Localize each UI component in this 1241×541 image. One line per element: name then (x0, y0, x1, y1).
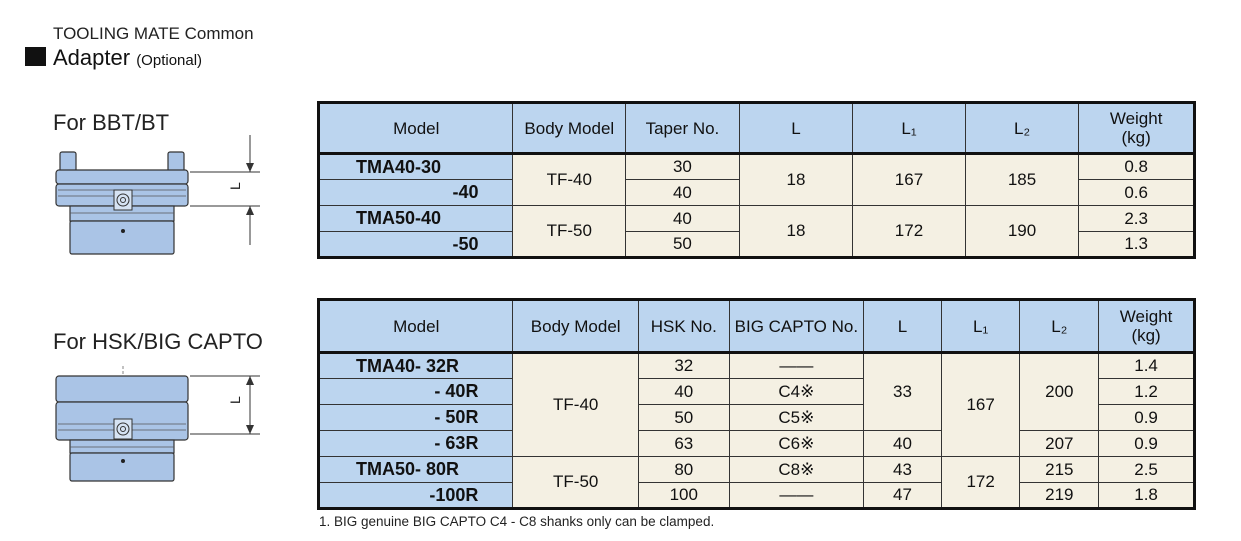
l1-cell: 167 (853, 154, 966, 206)
bbt-spec-table (317, 101, 1196, 259)
section-label-hsk: For HSK/BIG CAPTO (53, 329, 263, 354)
body-model-cell: TF-40 (513, 154, 626, 206)
l-cell: 43 (864, 457, 942, 483)
col-body-model: Body Model (513, 103, 626, 154)
hsk-shank (70, 453, 174, 481)
title-text: Adapter (53, 45, 131, 70)
weight-cell: 0.8 (1079, 154, 1195, 180)
dimension-label-l: L (227, 182, 243, 190)
col-taper-no: Taper No. (626, 103, 740, 154)
model-cell: -100R (319, 483, 513, 509)
taper-cell: 40 (626, 206, 740, 232)
footnote: 1. BIG genuine BIG CAPTO C4 - C8 shanks only can be clamped. (319, 514, 715, 529)
l-cell: 47 (864, 483, 942, 509)
col-big-capto-no: BIG CAPTO No. (729, 300, 864, 353)
capto-cell: C8※ (729, 457, 864, 483)
hsk-spec-table (317, 298, 1196, 510)
section-marker-square (25, 47, 46, 66)
dimension-label-l: L (227, 396, 243, 404)
capto-cell: C5※ (729, 405, 864, 431)
col-weight: Weight (kg) (1099, 300, 1195, 353)
l2-cell: 185 (965, 154, 1079, 206)
l1-cell: 167 (941, 353, 1020, 457)
hsk-cell: 50 (638, 405, 729, 431)
col-body-model: Body Model (513, 300, 639, 353)
l1-cell: 172 (941, 457, 1020, 509)
taper-cell: 40 (626, 180, 740, 206)
weight-cell: 0.9 (1099, 431, 1195, 457)
table-row (319, 353, 1195, 379)
adapter-hsk-drawing (50, 362, 265, 492)
table-header-row (319, 103, 1195, 154)
taper-cell: 50 (626, 232, 740, 258)
model-cell: TMA40-30 (319, 154, 513, 180)
weight-cell: 1.4 (1099, 353, 1195, 379)
weight-cell: 1.8 (1099, 483, 1195, 509)
table-row (319, 457, 1195, 483)
left-tang (60, 152, 76, 172)
model-cell: -40 (319, 180, 513, 206)
l2-cell: 207 (1020, 431, 1099, 457)
weight-cell: 1.3 (1079, 232, 1195, 258)
l-cell: 18 (739, 206, 852, 258)
col-l2: L₂ (1020, 300, 1099, 353)
col-l: L (739, 103, 852, 154)
col-model: Model (319, 300, 513, 353)
adapter-bbt-drawing (50, 130, 265, 260)
col-weight: Weight (kg) (1079, 103, 1195, 154)
table-header-row (319, 300, 1195, 353)
weight-cell: 0.9 (1099, 405, 1195, 431)
hsk-cell: 80 (638, 457, 729, 483)
table-row (319, 206, 1195, 232)
model-cell: - 63R (319, 431, 513, 457)
l2-cell: 219 (1020, 483, 1099, 509)
capto-cell: C6※ (729, 431, 864, 457)
model-cell: -50 (319, 232, 513, 258)
hsk-top-body (56, 376, 188, 402)
taper-cell: 30 (626, 154, 740, 180)
body-model-cell: TF-50 (513, 206, 626, 258)
weight-cell: 1.2 (1099, 379, 1195, 405)
l2-cell: 215 (1020, 457, 1099, 483)
capto-cell: —— (729, 483, 864, 509)
model-cell: - 50R (319, 405, 513, 431)
model-cell: TMA50- 80R (319, 457, 513, 483)
model-cell: TMA50-40 (319, 206, 513, 232)
l1-cell: 172 (853, 206, 966, 258)
l2-cell: 200 (1020, 353, 1099, 431)
table-row (319, 431, 1195, 457)
model-cell: - 40R (319, 379, 513, 405)
l-cell: 18 (739, 154, 852, 206)
capto-cell: —— (729, 353, 864, 379)
col-hsk-no: HSK No. (638, 300, 729, 353)
hsk-cell: 63 (638, 431, 729, 457)
hsk-cell: 40 (638, 379, 729, 405)
col-l1: L₁ (941, 300, 1020, 353)
series-subtitle: TOOLING MATE Common (53, 24, 254, 43)
col-l2: L₂ (965, 103, 1079, 154)
table-row (319, 154, 1195, 180)
hsk-cell: 32 (638, 353, 729, 379)
l-cell: 40 (864, 431, 942, 457)
weight-cell: 2.5 (1099, 457, 1195, 483)
col-l1: L₁ (853, 103, 966, 154)
table-row (319, 483, 1195, 509)
model-cell: TMA40- 32R (319, 353, 513, 379)
weight-cell: 0.6 (1079, 180, 1195, 206)
l-cell: 33 (864, 353, 942, 431)
body-model-cell: TF-40 (513, 353, 639, 457)
flange-top (56, 170, 188, 184)
right-tang (168, 152, 184, 172)
weight-cell: 2.3 (1079, 206, 1195, 232)
body-model-cell: TF-50 (513, 457, 639, 509)
capto-cell: C4※ (729, 379, 864, 405)
page-title (53, 45, 202, 71)
col-l: L (864, 300, 942, 353)
col-model: Model (319, 103, 513, 154)
title-optional-note: (Optional) (136, 52, 203, 69)
section-label-bbt: For BBT/BT (53, 110, 170, 135)
hsk-neck (70, 440, 174, 453)
shank (70, 221, 174, 254)
l2-cell: 190 (965, 206, 1079, 258)
hsk-cell: 100 (638, 483, 729, 509)
